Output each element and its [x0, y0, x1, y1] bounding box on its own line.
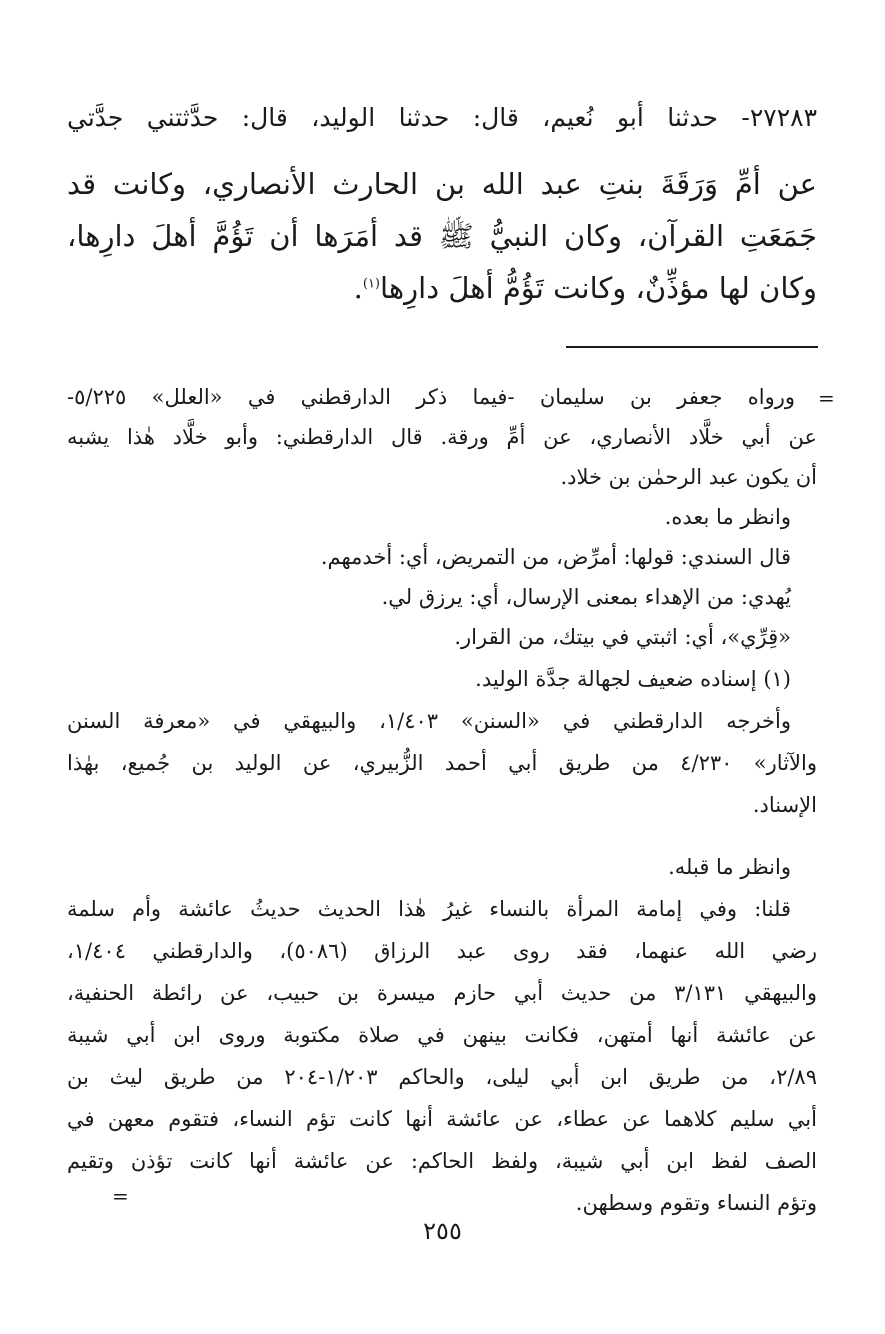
- hadith-line: عن أمِّ وَرَقَةَ بنتِ عبد الله بن الحارث الأنصاري، وكانت قد: [67, 167, 817, 201]
- footnote-line: أن يكون عبد الرحمٰن بن خلاد.: [560, 465, 817, 489]
- footnote-line: يُهدي: من الإهداء بمعنى الإرسال، أي: يرزق لي.: [381, 585, 791, 609]
- hadith-line-last: [67, 264, 817, 312]
- footnote-line: أبي سليم كلاهما عن عطاء، عن عائشة أنها كانت تؤم النساء، فتقوم معهن في: [67, 1107, 817, 1131]
- footnote-line: الإسناد.: [752, 793, 817, 817]
- footnote-reference: (١): [362, 276, 380, 292]
- footnote-line: عن أبي خلَّاد الأنصاري، عن أمِّ ورقة. قال الدارقطني: وأبو خلَّاد هٰذا يشبه: [67, 425, 817, 449]
- footnote-line: الصف لفظ ابن أبي شيبة، ولفظ الحاكم: عن عائشة أنها كانت تؤذن وتقيم: [67, 1149, 817, 1173]
- footnote-separator: [566, 346, 818, 348]
- footnote-line: وانظر ما بعده.: [664, 505, 791, 529]
- footnote-line: قلنا: وفي إمامة المرأة بالنساء غيرُ هٰذا الحديث حديثُ عائشة وأم سلمة: [67, 897, 791, 921]
- hadith-line: جَمَعَتِ القرآن، وكان النبيُّ ﷺ قد أمَرَها أن تَؤُمَّ أهلَ دارِها،: [67, 219, 817, 253]
- hadith-end-period: .: [353, 271, 363, 305]
- hadith-line: وكان لها مؤذِّنٌ، وكانت تَؤُمُّ أهلَ دارِها: [380, 271, 817, 305]
- continuation-mark-top: =: [818, 386, 835, 410]
- footnote-line: قال السندي: قولها: أمرِّض، من التمريض، أي: أخدمهم.: [320, 545, 791, 569]
- footnote-line: (١) إسناده ضعيف لجهالة جدَّة الوليد.: [475, 667, 791, 691]
- footnote-line: «قِرِّي»، أي: اثبتي في بيتك، من القرار.: [454, 625, 791, 649]
- hadith-line: ٢٧٢٨٣- حدثنا أبو نُعيم، قال: حدثنا الوليد، قال: حدَّثتني جدَّتي: [67, 103, 817, 132]
- footnote-line: والآثار» ٤/٢٣٠ من طريق أبي أحمد الزُّبيري، عن الوليد بن جُميع، بهٰذا: [67, 751, 817, 775]
- footnote-line: وتؤم النساء وتقوم وسطهن.: [575, 1191, 817, 1215]
- page-number: ٢٥٥: [423, 1217, 462, 1245]
- footnote-line: عن عائشة أنها أمتهن، فكانت بينهن في صلاة مكتوبة وروى ابن أبي شيبة: [67, 1023, 817, 1047]
- footnote-line: رضي الله عنهما، فقد روى عبد الرزاق (٥٠٨٦)، والدارقطني ١/٤٠٤،: [67, 939, 817, 963]
- footnote-line: ورواه جعفر بن سليمان -فيما ذكر الدارقطني في «العلل» ٥/٢٢٥-: [67, 385, 795, 409]
- continuation-mark-bottom: =: [112, 1184, 129, 1208]
- footnote-line: وأخرجه الدارقطني في «السنن» ١/٤٠٣، والبيهقي في «معرفة السنن: [67, 709, 791, 733]
- footnote-line: والبيهقي ٣/١٣١ من حديث أبي حازم ميسرة بن حبيب، عن رائطة الحنفية،: [67, 981, 817, 1005]
- footnote-line: ٢/٨٩، من طريق ابن أبي ليلى، والحاكم ١/٢٠٣-٢٠٤ من طريق ليث بن: [67, 1065, 817, 1089]
- footnote-line: وانظر ما قبله.: [668, 855, 791, 879]
